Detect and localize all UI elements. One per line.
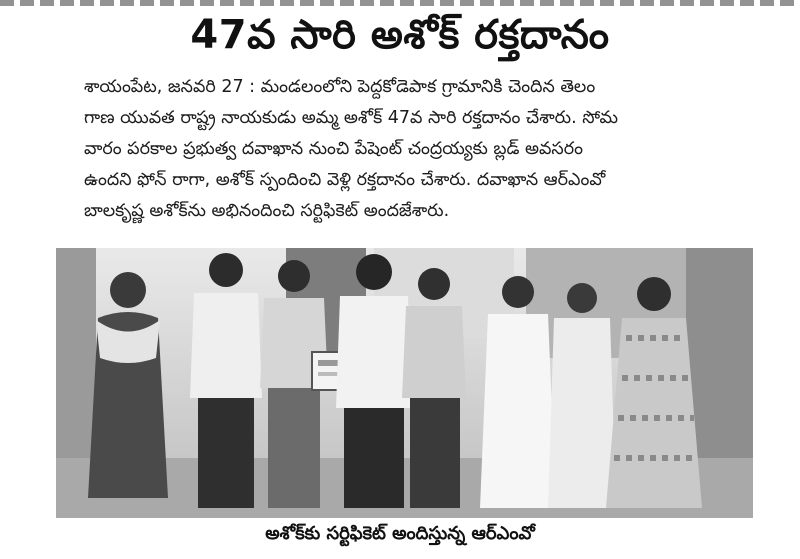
article-line-5: బాలకృష్ణ అశోక్‌ను అభినందించి సర్టిఫికెట్ అందజేశారు. bbox=[84, 201, 450, 221]
article-line-3: వారం పరకాల ప్రభుత్వ దవాఖాన నుంచి పేషెంట్ చంద్రయ్యకు బ్లడ్ అవసరం bbox=[84, 139, 583, 159]
article-line-4: ఉందని ఫోన్ రాగా, అశోక్ స్పందించి వెళ్లి రక్తదానం చేశారు. దవాఖాన ఆర్ఎంవో bbox=[84, 170, 606, 190]
group-photo-image bbox=[56, 248, 753, 518]
article-line-1: శాయంపేట, జనవరి 27 : మండలంలోని పెద్దకోడెపాక గ్రామానికి చెందిన తెలం bbox=[84, 77, 596, 97]
headline: 47వ సారి అశోక్ రక్తదానం bbox=[190, 12, 610, 58]
photo-caption: అశోక్‌కు సర్టిఫికెట్ అందిస్తున్న ఆర్ఎంవో bbox=[265, 523, 535, 544]
article-body bbox=[84, 72, 752, 227]
clipped-previous-text bbox=[0, 0, 800, 6]
article-line-2: గాణ యువత రాష్ట్ర నాయకుడు అమ్మ అశోక్ 47వ సారి రక్తదానం చేశారు. సోమ bbox=[84, 108, 619, 128]
photo-illustration bbox=[56, 248, 753, 518]
